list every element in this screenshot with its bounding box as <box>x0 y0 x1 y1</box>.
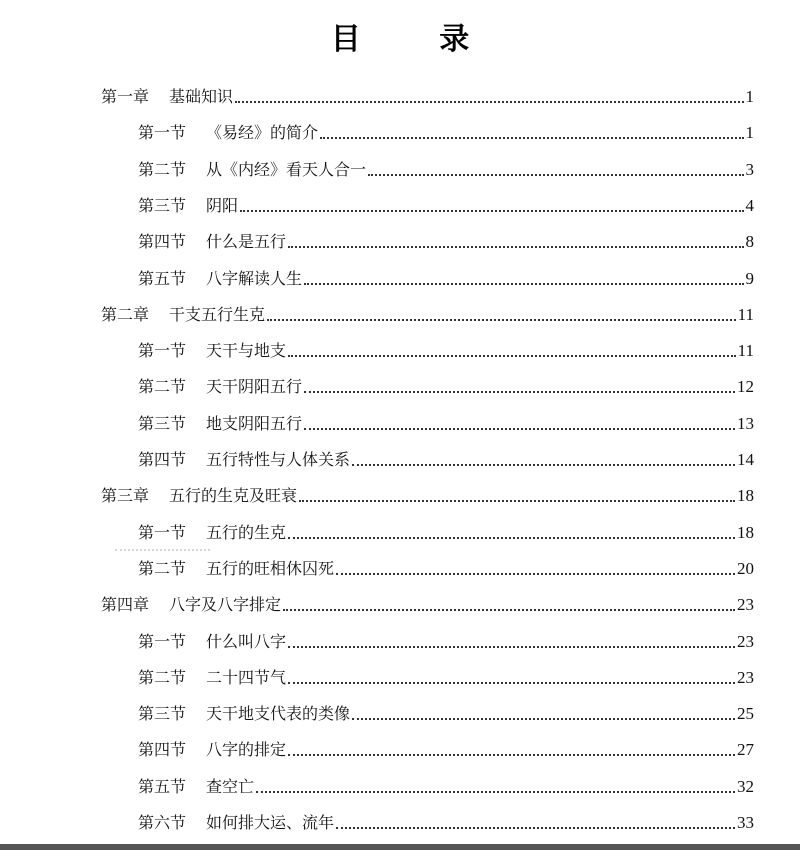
toc-page-number: 23 <box>737 667 754 687</box>
toc-entry-label <box>138 810 334 836</box>
toc-entry-number: 第三节 <box>138 413 187 433</box>
toc-entry-number: 第四节 <box>138 740 187 760</box>
toc-entry-title: 阴阳 <box>206 195 239 215</box>
toc-page-number: 23 <box>737 631 754 651</box>
toc-entry-title: 地支阴阳五行 <box>206 413 303 433</box>
toc-entry-section[interactable] <box>138 665 754 691</box>
toc-entry-number: 第二节 <box>138 667 187 687</box>
toc-entry-title: 干支五行生克 <box>169 304 266 324</box>
toc-page-number: 1 <box>745 123 754 143</box>
toc-page-number: 11 <box>737 341 754 361</box>
toc-entry-label <box>138 229 286 255</box>
toc-entry-title: 五行的生克及旺衰 <box>169 486 298 506</box>
dot-leader <box>320 137 743 139</box>
toc-entry-label <box>138 374 302 400</box>
toc-page-number: 32 <box>737 776 754 796</box>
toc-page-number: 18 <box>737 522 754 542</box>
toc-entry-section[interactable] <box>138 447 754 473</box>
toc-page-number: 1 <box>745 87 754 106</box>
dot-leader <box>235 101 743 103</box>
toc-entry-number: 第二节 <box>138 558 187 578</box>
toc-entry-label <box>101 84 233 110</box>
dot-leader <box>299 500 735 502</box>
toc-entry-title: 五行的生克 <box>206 522 287 542</box>
toc-entry-section[interactable] <box>138 411 754 437</box>
toc-entry-section[interactable] <box>138 374 754 400</box>
toc-entry-section[interactable] <box>138 266 754 292</box>
toc-entry-number: 第五节 <box>138 268 187 288</box>
toc-entry-title: 《易经》的简介 <box>206 123 319 143</box>
toc-entry-section[interactable] <box>138 229 754 255</box>
toc-entry-number: 第六节 <box>138 813 187 832</box>
toc-entry-title: 天干与地支 <box>206 341 287 361</box>
toc-entry-number: 第三节 <box>138 704 187 724</box>
toc-entry-section[interactable] <box>138 157 754 183</box>
toc-entry-number: 第二节 <box>138 377 187 397</box>
toc-page-number: 13 <box>737 413 754 433</box>
toc-entry-label <box>138 447 350 473</box>
toc-entry-chapter[interactable] <box>101 483 754 509</box>
dot-leader <box>352 718 735 720</box>
toc-entry-chapter[interactable] <box>101 592 754 618</box>
toc-entry-chapter[interactable] <box>101 84 754 110</box>
toc-entry-title: 从《内经》看天人合一 <box>206 159 367 179</box>
toc-entry-label <box>138 737 286 763</box>
toc-page-number: 9 <box>745 268 754 288</box>
toc-entry-section[interactable] <box>138 774 754 800</box>
toc-entry-number: 第四章 <box>101 595 150 615</box>
toc-entry-title: 天干地支代表的类像 <box>206 704 351 724</box>
toc-entry-number: 第三章 <box>101 486 150 506</box>
dot-leader <box>283 609 735 611</box>
dot-leader <box>336 573 735 575</box>
toc-entry-label <box>138 520 286 546</box>
toc-page-number: 27 <box>737 740 754 760</box>
dot-leader <box>352 464 735 466</box>
toc-entry-label <box>138 556 334 582</box>
toc-page-number: 33 <box>737 813 754 832</box>
toc-entry-title: 八字及八字排定 <box>169 595 282 615</box>
dot-leader <box>288 682 735 684</box>
dot-leader <box>256 791 735 793</box>
toc-page-number: 23 <box>737 595 754 615</box>
toc-entry-section[interactable] <box>138 120 754 146</box>
toc-entry-title: 什么叫八字 <box>206 631 287 651</box>
toc-entry-number: 第四节 <box>138 232 187 252</box>
toc-entry-section[interactable] <box>138 701 754 727</box>
toc-entry-number: 第五节 <box>138 776 187 796</box>
toc-entry-title: 如何排大运、流年 <box>206 813 335 832</box>
toc-entry-number: 第一节 <box>138 123 187 143</box>
dot-leader <box>288 355 736 357</box>
dot-leader <box>288 646 735 648</box>
toc-entry-number: 第一节 <box>138 341 187 361</box>
toc-entry-number: 第二节 <box>138 159 187 179</box>
toc-entry-label <box>138 774 254 800</box>
toc-entry-title: 五行特性与人体关系 <box>206 450 351 469</box>
toc-page-number: 18 <box>737 486 754 506</box>
toc-page-number: 12 <box>737 377 754 397</box>
toc-entry-number: 第三节 <box>138 195 187 215</box>
toc-entry-label <box>138 193 238 219</box>
toc-entry-title: 八字解读人生 <box>206 268 303 288</box>
dot-leader <box>304 428 735 430</box>
toc-entry-title: 天干阴阳五行 <box>206 377 303 397</box>
dot-leader <box>304 283 743 285</box>
toc-entry-section[interactable] <box>138 629 754 655</box>
toc-entry-label <box>138 157 366 183</box>
toc-entry-label <box>138 629 286 655</box>
toc-entry-label <box>101 302 265 328</box>
toc-page-number: 20 <box>737 558 754 578</box>
toc-page-number: 3 <box>745 159 754 179</box>
toc-entry-label <box>138 701 350 727</box>
toc-entry-title: 查空亡 <box>206 776 255 796</box>
toc-entry-section[interactable] <box>138 520 754 546</box>
toc-entry-label <box>138 266 302 292</box>
dot-leader <box>240 210 743 212</box>
toc-page-number: 25 <box>737 704 754 724</box>
dot-leader <box>267 319 736 321</box>
toc-page-number: 8 <box>745 232 754 252</box>
toc-entry-section[interactable] <box>138 810 754 836</box>
toc-entry-section[interactable] <box>138 737 754 763</box>
toc-entry-number: 第一节 <box>138 631 187 651</box>
toc-page-number: 11 <box>737 304 754 324</box>
toc-entry-label <box>138 120 318 146</box>
dot-leader <box>288 246 743 248</box>
toc-entry-title: 八字的排定 <box>206 740 287 760</box>
toc-entry-chapter[interactable] <box>101 302 754 328</box>
toc-entry-label <box>138 338 286 364</box>
dot-leader <box>368 174 743 176</box>
toc-entry-number: 第一节 <box>138 522 187 542</box>
toc-entry-number: 第一章 <box>101 87 150 106</box>
toc-entry-title: 五行的旺相休囚死 <box>206 558 335 578</box>
toc-entry-label <box>101 483 297 509</box>
dot-leader <box>304 391 735 393</box>
dot-leader <box>336 827 735 829</box>
toc-entry-label <box>138 665 286 691</box>
toc-entry-title: 什么是五行 <box>206 232 287 252</box>
toc-entry-title: 二十四节气 <box>206 667 287 687</box>
dot-leader <box>288 754 735 756</box>
toc-entry-number: 第四节 <box>138 450 187 469</box>
toc-entry-section[interactable] <box>138 338 754 364</box>
toc-entry-title: 基础知识 <box>169 87 234 106</box>
toc-entry-section[interactable] <box>138 556 754 582</box>
toc-page-number: 14 <box>737 450 754 469</box>
toc-entry-label <box>138 411 302 437</box>
page-title: 目 录 <box>330 22 504 57</box>
toc-entry-section[interactable] <box>138 193 754 219</box>
toc-entry-number: 第二章 <box>101 304 150 324</box>
toc-entry-label <box>101 592 281 618</box>
dot-leader <box>288 537 735 539</box>
toc-page-number: 4 <box>745 195 754 215</box>
scan-smudge <box>115 549 210 557</box>
bottom-edge-rule <box>0 844 800 850</box>
